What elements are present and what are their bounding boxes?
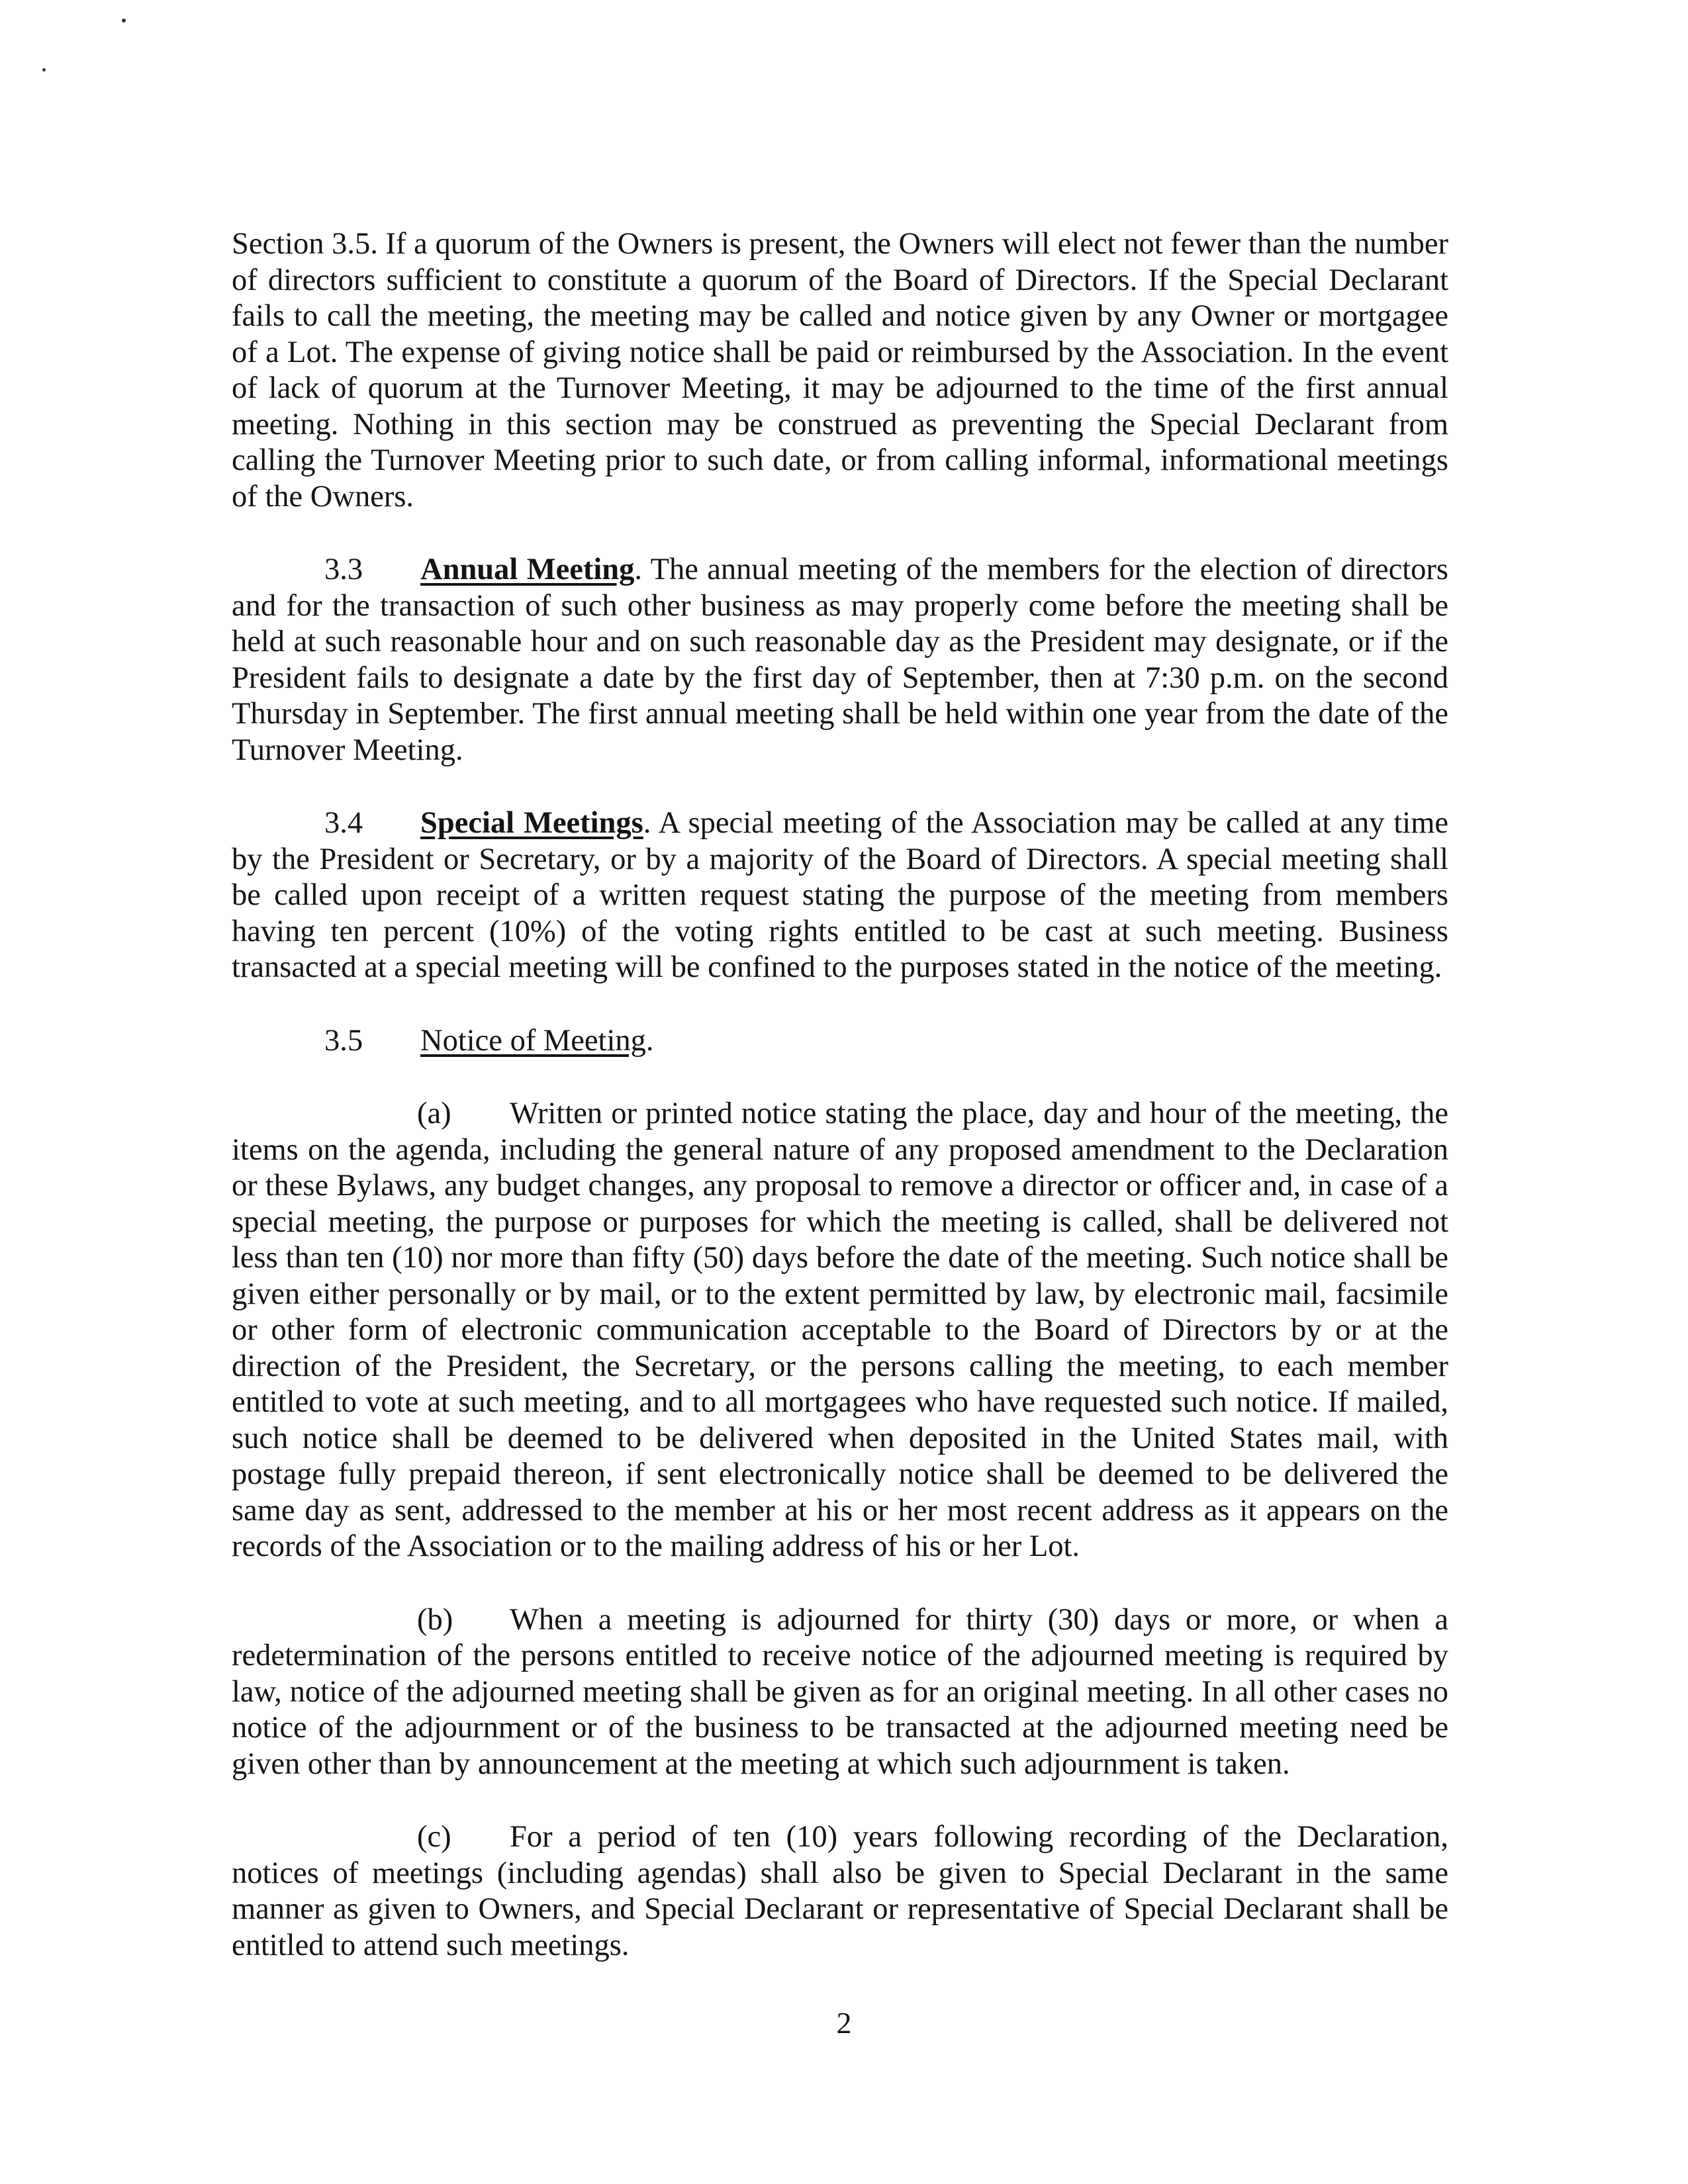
section-heading: Notice of Meeting <box>420 1023 646 1058</box>
section-heading: Special Meetings <box>420 806 643 840</box>
section-number: 3.4 <box>324 806 363 840</box>
subsection-a <box>232 1096 1448 1565</box>
scan-speck <box>42 68 46 71</box>
continuation-paragraph: Section 3.5. If a quorum of the Owners is present, the Owners will elect not fewer than the number of directors sufficient to constitute a quorum of the Board of Directors. If the Special Declarant fails to call the meeting, the meeting may be called and notice given by any Owner or mortgagee of a Lot. The expense of giving notice shall be paid or reimbursed by the Association. In the event of lack of quorum at the Turnover Meeting, it may be adjourned to the time of the first annual meeting. Nothing in this section may be construed as preventing the Special Declarant from calling the Turnover Meeting prior to such date, or from calling informal, informational meetings of the Owners. <box>232 227 1448 514</box>
section-heading-punct: . <box>634 553 643 586</box>
section-number: 3.3 <box>324 553 363 586</box>
page-number: 2 <box>836 2006 852 2040</box>
scan-speck <box>122 19 126 23</box>
section-heading: Annual Meeting <box>420 553 635 586</box>
section-heading-punct: . <box>643 806 651 840</box>
subsection-b <box>232 1602 1448 1783</box>
subsection-body: When a meeting is adjourned for thirty (30) days or more, or when a redetermination of the persons entitled to receive notice of the adjourned meeting is required by law, notice of the adjourned meeting shall be given as for an original meeting. In all other cases no notice of the adjournment or of the business to be transacted at the adjourned meeting need be given other than by announcement at the meeting at which such adjournment is taken. <box>232 1602 1448 1781</box>
section-number: 3.5 <box>324 1023 363 1058</box>
subsection-body: For a period of ten (10) years following recording of the Declaration, notices of meetings (including agendas) shall also be given to Special Declarant in the same manner as given to Owners, and Special Declarant or representative of Special Declarant shall be entitled to attend such meetings. <box>232 1820 1448 1962</box>
section-body: A special meeting of the Association may be called at any time by the President or Secretary, or by a majority of the Board of Directors. A special meeting shall be called upon receipt of a written request stating the purpose of the meeting from members having ten percent (10%) of the voting rights entitled to be cast at such meeting. Business transacted at a special meeting will be confined to the purposes stated in the notice of the meeting. <box>232 806 1448 984</box>
section-3-4 <box>232 805 1448 986</box>
section-heading-punct: . <box>645 1023 654 1058</box>
subsection-letter: (b) <box>417 1602 453 1637</box>
subsection-letter: (c) <box>417 1820 451 1854</box>
subsection-body: Written or printed notice stating the place, day and hour of the meeting, the items on the agenda, including the general nature of any proposed amendment to the Declaration or these Bylaws, any budget changes, any proposal to remove a director or officer and, in case of a special meeting, the purpose or purposes for which the meeting is called, shall be delivered not less than ten (10) nor more than fifty (50) days before the date of the meeting. Such notice shall be given either personally or by mail, or to the extent permitted by law, by electronic mail, facsimile or other form of electronic communication acceptable to the Board of Directors by or at the direction of the President, the Secretary, or the persons calling the meeting, to each member entitled to vote at such meeting, and to all mortgagees who have requested such notice. If mailed, such notice shall be deemed to be delivered when deposited in the United States mail, with postage fully prepaid thereon, if sent electronically notice shall be deemed to be delivered the same day as sent, addressed to the member at his or her most recent address as it appears on the records of the Association or to the mailing address of his or her Lot. <box>232 1097 1448 1563</box>
section-3-5 <box>232 1023 1448 1060</box>
section-body: The annual meeting of the members for the election of directors and for the transaction of such other business as may properly come before the meeting shall be held at such reasonable hour and on such reasonable day as the President may designate, or if the President fails to designate a date by the first day of September, then at 7:30 p.m. on the second Thursday in September. The first annual meeting shall be held within one year from the date of the Turnover Meeting. <box>232 553 1449 767</box>
subsection-c <box>232 1819 1448 1964</box>
document-body <box>232 226 1448 2001</box>
subsection-letter: (a) <box>417 1097 451 1130</box>
section-3-3 <box>232 552 1448 768</box>
